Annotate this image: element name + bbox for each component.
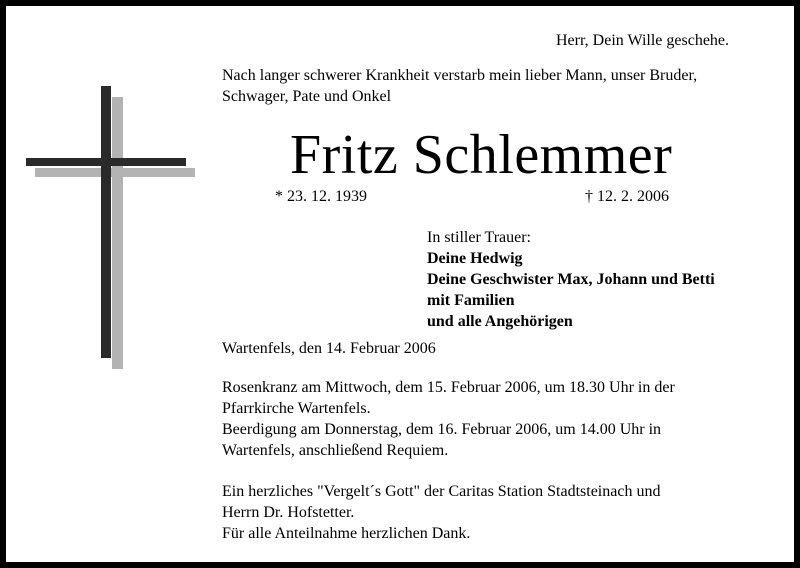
cross-icon: [0, 0, 220, 400]
service-line: Rosenkranz am Mittwoch, dem 15. Februar 2006, um 18.30 Uhr in der: [222, 379, 675, 396]
intro-line: Nach langer schwerer Krankheit verstarb mein lieber Mann, unser Bruder,: [222, 67, 698, 84]
mourner-line: Deine Geschwister Max, Johann und Betti: [427, 271, 715, 288]
cross-horizontal-beam: [26, 158, 186, 166]
deceased-name: Fritz Schlemmer: [290, 124, 673, 186]
intro-line: Schwager, Pate und Onkel: [222, 88, 392, 105]
mourners-block: [427, 227, 715, 332]
cross-vertical-beam: [101, 86, 111, 358]
service-line: Beerdigung am Donnerstag, dem 16. Februar 2006, um 14.00 Uhr in: [222, 421, 662, 438]
thanks-line: Ein herzliches "Vergelt´s Gott" der Caritas Station Stadtsteinach und: [222, 483, 661, 500]
intro-text: [222, 65, 697, 107]
mourner-line: mit Familien: [427, 292, 515, 309]
mourners-heading: In stiller Trauer:: [427, 229, 531, 246]
death-date: † 12. 2. 2006: [585, 188, 669, 205]
thanks-line: Für alle Anteilnahme herzlichen Dank.: [222, 525, 471, 542]
service-line: Wartenfels, anschließend Requiem.: [222, 442, 449, 459]
thanks-text: [222, 481, 660, 544]
cross-shadow-vertical: [112, 97, 123, 369]
mourner-line: Deine Hedwig: [427, 250, 523, 267]
motto: Herr, Dein Wille geschehe.: [556, 32, 730, 49]
place-date: Wartenfels, den 14. Februar 2006: [222, 340, 436, 357]
cross-shadow-horizontal: [35, 168, 195, 177]
thanks-line: Herrn Dr. Hofstetter.: [222, 504, 355, 521]
services-info: [222, 377, 675, 461]
mourner-line: und alle Angehörigen: [427, 313, 573, 330]
birth-date: * 23. 12. 1939: [275, 188, 367, 205]
service-line: Pfarrkirche Wartenfels.: [222, 400, 371, 417]
